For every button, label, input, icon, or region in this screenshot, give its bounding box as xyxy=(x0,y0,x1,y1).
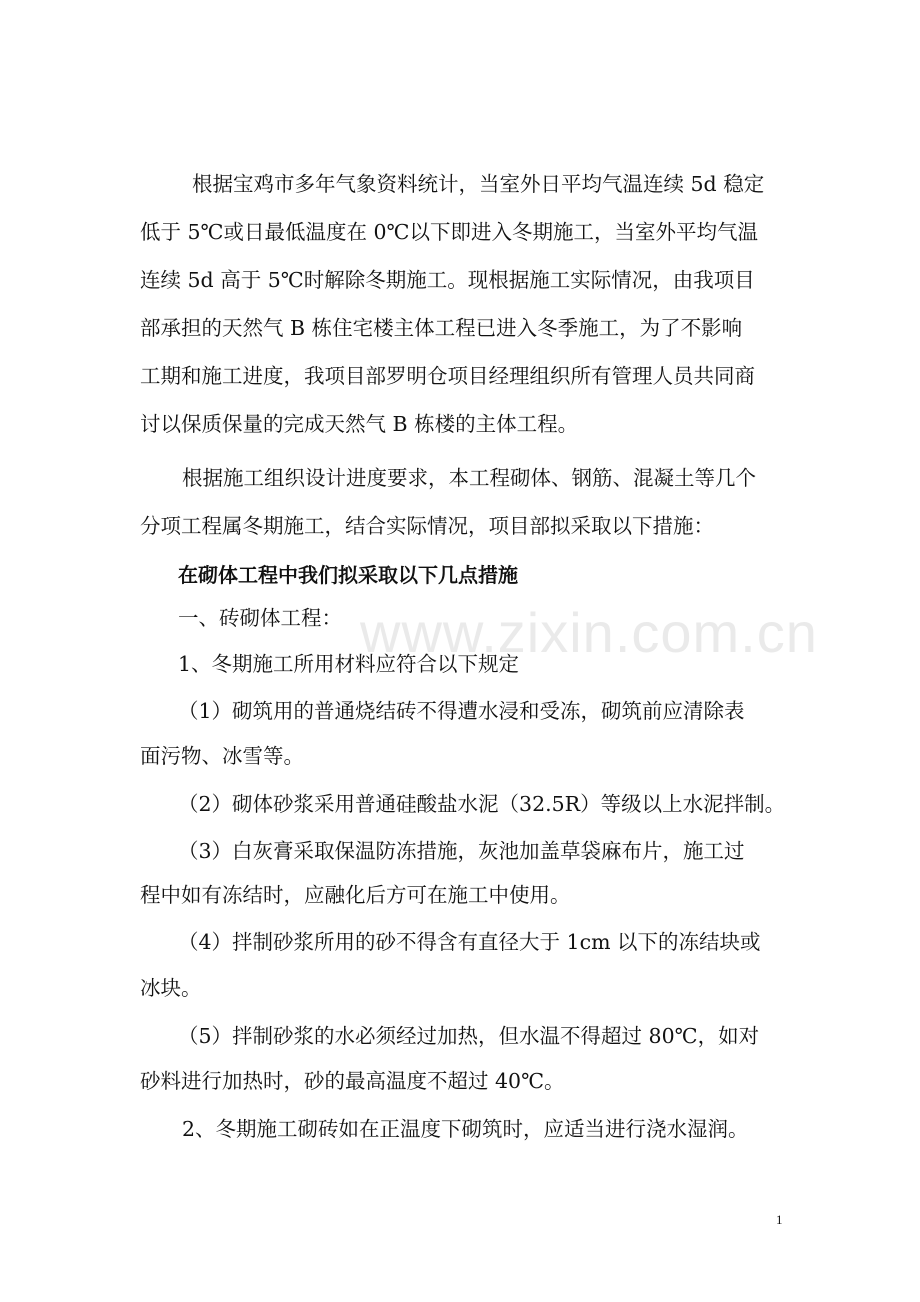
paragraph-1-line-6: 讨以保质保量的完成天然气 B 栋楼的主体工程。 xyxy=(140,412,579,436)
item-1: 1、冬期施工所用材料应符合以下规定 xyxy=(178,652,520,676)
watermark: www.zixin.com.cn xyxy=(360,601,818,664)
sub-item-4-line-2: 冰块。 xyxy=(140,976,202,1000)
paragraph-1-line-2: 低于 5℃或日最低温度在 0℃以下即进入冬期施工，当室外平均气温 xyxy=(140,220,758,244)
paragraph-1-line-5: 工期和施工进度，我项目部罗明仓项目经理组织所有管理人员共同商 xyxy=(140,364,755,388)
sub-item-5-line-1: （5）拌制砂浆的水必须经过加热，但水温不得超过 80℃，如对 xyxy=(178,1024,760,1048)
section-title-brick-masonry: 一、砖砌体工程： xyxy=(178,606,342,630)
sub-item-5-line-2: 砂料进行加热时，砂的最高温度不超过 40℃。 xyxy=(140,1069,565,1093)
paragraph-2-line-1: 根据施工组织设计进度要求，本工程砌体、钢筋、混凝土等几个 xyxy=(182,466,756,490)
section-heading: 在砌体工程中我们拟采取以下几点措施 xyxy=(178,563,518,587)
sub-item-2: （2）砌体砂浆采用普通硅酸盐水泥（32.5R）等级以上水泥拌制。 xyxy=(178,792,786,816)
sub-item-3-line-1: （3）白灰膏采取保温防冻措施，灰池加盖草袋麻布片，施工过 xyxy=(178,839,745,863)
sub-item-3-line-2: 程中如有冻结时，应融化后方可在施工中使用。 xyxy=(140,883,571,907)
paragraph-1-line-1: 根据宝鸡市多年气象资料统计，当室外日平均气温连续 5d 稳定 xyxy=(192,172,765,196)
sub-item-1-line-2: 面污物、冰雪等。 xyxy=(140,744,304,768)
page-number: 1 xyxy=(776,1212,783,1227)
item-2: 2、冬期施工砌砖如在正温度下砌筑时，应适当进行浇水湿润。 xyxy=(182,1117,749,1141)
paragraph-2-line-2: 分项工程属冬期施工，结合实际情况，项目部拟采取以下措施： xyxy=(140,514,714,538)
paragraph-1-line-3: 连续 5d 高于 5℃时解除冬期施工。现根据施工实际情况，由我项目 xyxy=(140,268,755,292)
sub-item-1-line-1: （1）砌筑用的普通烧结砖不得遭水浸和受冻，砌筑前应清除表 xyxy=(178,699,745,723)
paragraph-1-line-4: 部承担的天然气 B 栋住宅楼主体工程已进入冬季施工，为了不影响 xyxy=(140,316,743,340)
sub-item-4-line-1: （4）拌制砂浆所用的砂不得含有直径大于 1cm 以下的冻结块或 xyxy=(178,930,761,954)
